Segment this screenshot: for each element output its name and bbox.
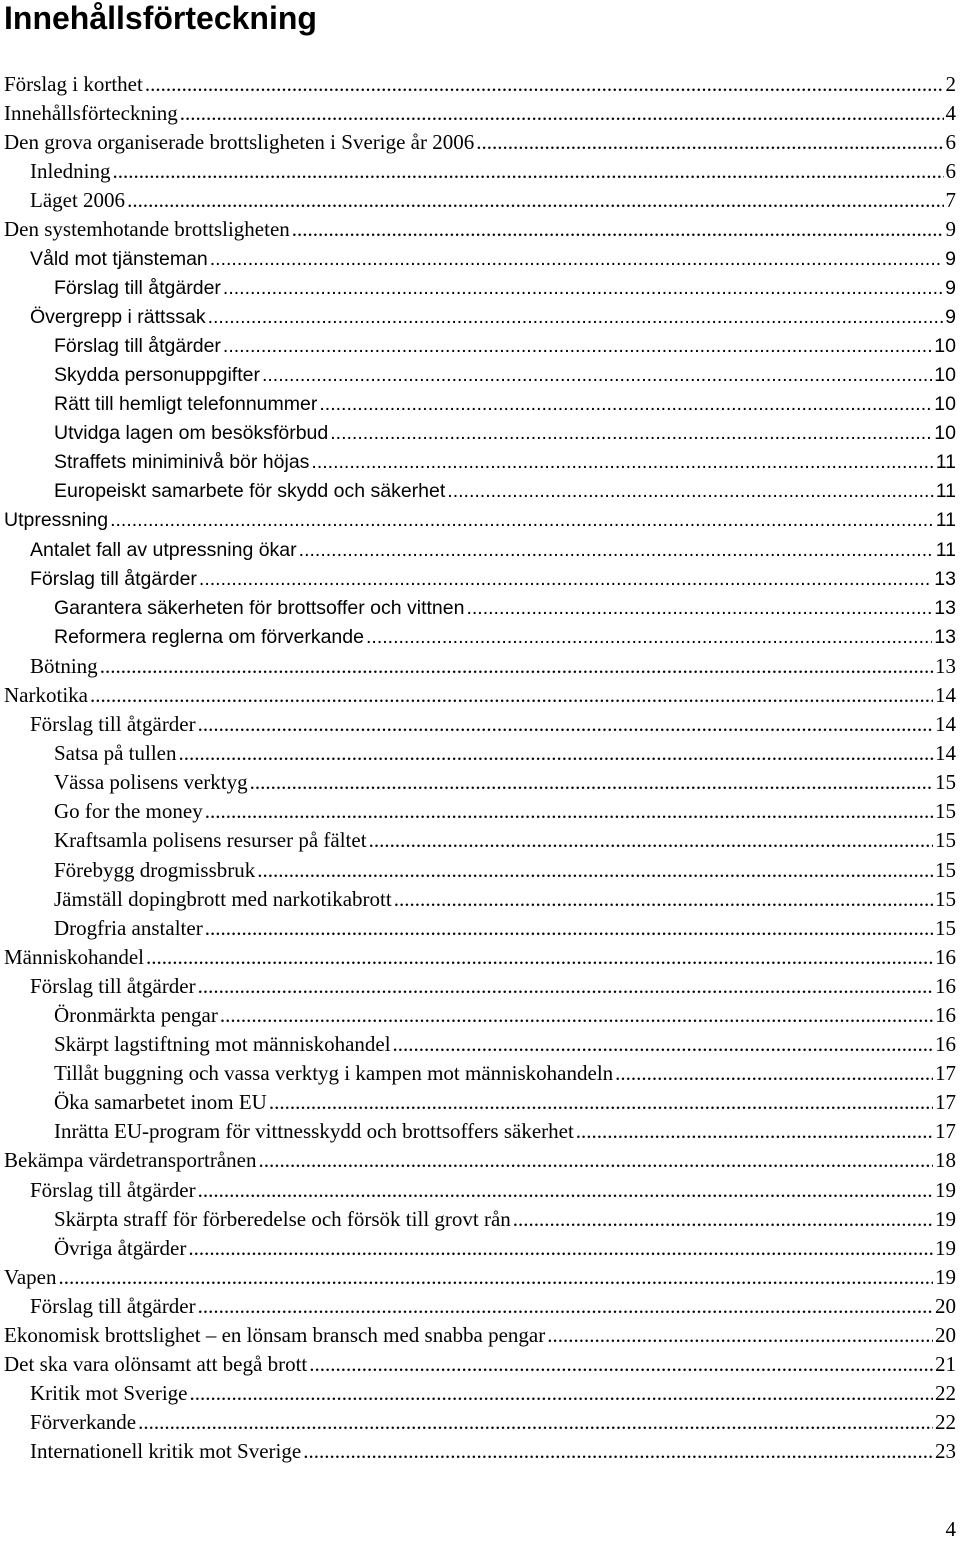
toc-entry-line <box>4 943 956 972</box>
toc-entry[interactable] <box>0 1408 960 1437</box>
toc-heading: Innehållsförteckning <box>4 0 317 36</box>
toc-entry[interactable] <box>0 972 960 1001</box>
toc-entry[interactable] <box>0 419 960 448</box>
toc-entry-title: Den systemhotande brottsligheten <box>4 217 290 242</box>
toc-entry[interactable] <box>0 1001 960 1030</box>
toc-entry-page: 9 <box>945 305 956 328</box>
toc-entry-page: 17 <box>935 1090 956 1115</box>
toc-entry-line <box>54 768 956 797</box>
toc-entry-title: Bötning <box>30 653 98 678</box>
toc-list <box>0 70 960 1467</box>
toc-entry[interactable] <box>0 652 960 681</box>
toc-entry-line <box>30 1379 956 1408</box>
toc-entry-title: Jämställ dopingbrott med narkotikabrott <box>54 886 392 911</box>
toc-entry[interactable] <box>0 914 960 943</box>
dot-leader <box>145 70 944 99</box>
toc-entry-line <box>4 681 956 710</box>
dot-leader <box>210 245 943 274</box>
toc-entry-title: Förslag till åtgärder <box>54 276 221 299</box>
toc-entry-page: 20 <box>935 1293 956 1318</box>
dot-leader <box>319 390 932 419</box>
dot-leader <box>547 1321 933 1350</box>
dot-leader <box>198 972 933 1001</box>
toc-entry[interactable] <box>0 594 960 623</box>
toc-entry-title: Skärpt lagstiftning mot människohandel <box>54 1032 391 1057</box>
toc-entry[interactable] <box>0 623 960 652</box>
dot-leader <box>199 565 932 594</box>
page-number: 4 <box>945 1517 956 1541</box>
toc-entry-line <box>30 1437 956 1466</box>
toc-entry-page: 10 <box>934 334 956 357</box>
toc-entry-line <box>54 797 956 826</box>
toc-entry-title: Skydda personuppgifter <box>54 363 260 386</box>
dot-leader <box>393 1030 933 1059</box>
dot-leader <box>466 594 932 623</box>
toc-entry-title: Utpressning <box>4 509 109 532</box>
toc-entry-page: 15 <box>935 770 956 795</box>
toc-entry-page: 13 <box>934 567 956 590</box>
toc-entry-title: Öka samarbetet inom EU <box>54 1090 267 1115</box>
dot-leader <box>127 186 943 215</box>
dot-leader <box>366 623 932 652</box>
toc-entry-line <box>4 506 956 535</box>
dot-leader <box>198 1176 933 1205</box>
toc-entry-title: Förslag till åtgärder <box>30 1177 196 1202</box>
toc-entry-page: 17 <box>935 1061 956 1086</box>
toc-entry-page: 15 <box>935 828 956 853</box>
toc-entry-page: 15 <box>935 857 956 882</box>
toc-entry-line <box>54 419 956 448</box>
toc-entry-page: 10 <box>934 422 956 445</box>
dot-leader <box>223 274 943 303</box>
toc-entry-line <box>54 448 956 477</box>
toc-entry-line <box>30 710 956 739</box>
toc-entry-page: 18 <box>935 1148 956 1173</box>
dot-leader <box>311 448 933 477</box>
toc-entry[interactable] <box>0 448 960 477</box>
dot-leader <box>208 303 944 332</box>
dot-leader <box>180 99 944 128</box>
toc-entry-line <box>4 1321 956 1350</box>
toc-entry-page: 11 <box>935 538 956 561</box>
toc-entry-page: 7 <box>945 188 956 213</box>
dot-leader <box>188 1234 933 1263</box>
toc-entry-page: 14 <box>935 741 956 766</box>
toc-entry-title: Reformera reglerna om förverkande <box>54 625 364 648</box>
toc-entry[interactable] <box>0 1379 960 1408</box>
toc-entry-line <box>54 1234 956 1263</box>
dot-leader <box>138 1408 933 1437</box>
toc-entry-page: 15 <box>935 886 956 911</box>
toc-entry-line <box>54 1088 956 1117</box>
toc-entry-line <box>4 1146 956 1175</box>
toc-entry-title: Det ska vara olönsamt att begå brott <box>4 1352 308 1377</box>
toc-entry-title: Internationell kritik mot Sverige <box>30 1439 302 1464</box>
toc-entry-title: Rätt till hemligt telefonnummer <box>54 393 318 416</box>
toc-entry-title: Kraftsamla polisens resurser på fältet <box>54 828 367 853</box>
toc-entry-page: 22 <box>935 1410 956 1435</box>
toc-entry[interactable] <box>0 797 960 826</box>
toc-entry-title: Ekonomisk brottslighet – en lönsam bransch med snabba pengar <box>4 1323 546 1348</box>
toc-entry-page: 10 <box>934 393 956 416</box>
dot-leader <box>100 652 933 681</box>
toc-entry-page: 13 <box>934 625 956 648</box>
dot-leader <box>299 536 934 565</box>
dot-leader <box>292 215 944 244</box>
toc-entry-line <box>54 477 956 506</box>
toc-entry-title: Go for the money <box>54 799 203 824</box>
dot-leader <box>205 914 933 943</box>
toc-entry[interactable] <box>0 856 960 885</box>
toc-entry-page: 22 <box>935 1381 956 1406</box>
dot-leader <box>90 681 933 710</box>
toc-entry-line <box>54 1205 956 1234</box>
toc-entry-title: Bekämpa värdetransportrånen <box>4 1148 257 1173</box>
toc-entry[interactable] <box>0 1146 960 1175</box>
toc-entry-line <box>54 1001 956 1030</box>
toc-entry-title: Satsa på tullen <box>54 741 177 766</box>
toc-entry[interactable] <box>0 1350 960 1379</box>
toc-entry-line <box>30 157 956 186</box>
toc-entry-page: 23 <box>935 1439 956 1464</box>
dot-leader <box>369 826 933 855</box>
dot-leader <box>330 419 932 448</box>
toc-entry-page: 16 <box>935 944 956 969</box>
dot-leader <box>178 739 933 768</box>
toc-entry-line <box>30 652 956 681</box>
toc-entry[interactable] <box>0 536 960 565</box>
toc-entry[interactable] <box>0 681 960 710</box>
dot-leader <box>476 128 943 157</box>
toc-entry[interactable] <box>0 739 960 768</box>
dot-leader <box>110 506 934 535</box>
toc-entry-title: Förslag i korthet <box>4 72 143 96</box>
toc-entry-page: 10 <box>934 363 956 386</box>
toc-entry-line <box>54 1059 956 1088</box>
toc-entry[interactable] <box>0 1030 960 1059</box>
toc-entry-line <box>54 274 956 303</box>
toc-entry[interactable] <box>0 477 960 506</box>
toc-entry[interactable] <box>0 274 960 303</box>
toc-entry-line <box>4 99 956 128</box>
toc-entry-page: 19 <box>935 1206 956 1231</box>
toc-entry-title: Vässa polisens verktyg <box>54 770 248 795</box>
toc-entry-line <box>54 914 956 943</box>
toc-entry-page: 17 <box>935 1119 956 1144</box>
toc-entry-line <box>54 739 956 768</box>
toc-entry[interactable] <box>0 1205 960 1234</box>
toc-entry[interactable] <box>0 186 960 215</box>
dot-leader <box>58 1263 933 1292</box>
toc-entry[interactable] <box>0 1234 960 1263</box>
toc-entry-line <box>54 885 956 914</box>
dot-leader <box>223 332 932 361</box>
toc-entry-title: Förslag till åtgärder <box>30 973 196 998</box>
toc-entry[interactable] <box>0 215 960 244</box>
toc-entry[interactable] <box>0 1059 960 1088</box>
dot-leader <box>513 1205 933 1234</box>
dot-leader <box>205 797 933 826</box>
toc-entry-page: 14 <box>935 712 956 737</box>
toc-entry-line <box>30 565 956 594</box>
toc-entry-page: 16 <box>935 1032 956 1057</box>
dot-leader <box>447 477 933 506</box>
toc-entry-title: Förslag till åtgärder <box>30 1293 196 1318</box>
toc-entry-title: Förebygg drogmissbruk <box>54 857 256 882</box>
toc-entry-page: 11 <box>935 509 956 532</box>
toc-entry-line <box>30 536 956 565</box>
toc-entry[interactable] <box>0 1263 960 1292</box>
toc-entry-page: 9 <box>945 217 956 242</box>
toc-entry-line <box>54 623 956 652</box>
toc-entry-title: Förverkande <box>30 1410 137 1435</box>
toc-entry[interactable] <box>0 303 960 332</box>
toc-entry[interactable] <box>0 245 960 274</box>
dot-leader <box>198 1292 933 1321</box>
toc-entry-line <box>4 70 956 99</box>
toc-entry-title: Förslag till åtgärder <box>54 334 221 357</box>
toc-entry-page: 16 <box>935 1003 956 1027</box>
toc-entry-line <box>30 1176 956 1205</box>
toc-entry-line <box>30 303 956 332</box>
toc-entry[interactable] <box>0 332 960 361</box>
dot-leader <box>189 1379 933 1408</box>
toc-entry[interactable] <box>0 390 960 419</box>
toc-entry[interactable] <box>0 1292 960 1321</box>
toc-entry-title: Tillåt buggning och vassa verktyg i kampen mot människohandeln <box>54 1061 614 1086</box>
toc-entry-line <box>30 186 956 215</box>
toc-entry-title: Läget 2006 <box>30 188 126 213</box>
dot-leader <box>112 157 943 186</box>
toc-entry-page: 11 <box>935 451 956 474</box>
toc-entry-page: 13 <box>935 653 956 678</box>
toc-entry-line <box>54 390 956 419</box>
toc-entry-title: Övriga åtgärder <box>54 1235 187 1260</box>
toc-entry-page: 6 <box>945 159 956 184</box>
toc-entry-title: Straffets miniminivå bör höjas <box>54 451 310 474</box>
toc-entry[interactable] <box>0 361 960 390</box>
dot-leader <box>220 1001 933 1030</box>
toc-entry-line <box>54 1117 956 1146</box>
toc-entry-line <box>4 1263 956 1292</box>
toc-entry[interactable] <box>0 1117 960 1146</box>
toc-entry[interactable] <box>0 565 960 594</box>
toc-entry-title: Utvidga lagen om besöksförbud <box>54 422 329 445</box>
dot-leader <box>269 1088 933 1117</box>
toc-entry-page: 19 <box>935 1264 956 1289</box>
dot-leader <box>262 361 932 390</box>
toc-entry-page: 19 <box>935 1177 956 1202</box>
toc-entry[interactable] <box>0 1088 960 1117</box>
toc-entry[interactable] <box>0 1176 960 1205</box>
toc-entry-line <box>54 1030 956 1059</box>
toc-entry-page: 9 <box>945 276 956 299</box>
toc-entry-title: Vapen <box>4 1264 57 1289</box>
dot-leader <box>198 710 933 739</box>
toc-entry[interactable] <box>0 768 960 797</box>
toc-entry[interactable] <box>0 943 960 972</box>
toc-entry-page: 2 <box>945 72 956 96</box>
toc-entry[interactable] <box>0 99 960 128</box>
toc-entry[interactable] <box>0 710 960 739</box>
toc-entry-page: 13 <box>934 596 956 619</box>
toc-entry-title: Inledning <box>30 159 111 184</box>
toc-entry-line <box>4 128 956 157</box>
toc-entry[interactable] <box>0 506 960 535</box>
toc-entry-page: 6 <box>945 130 956 155</box>
toc-entry-title: Den grova organiserade brottsligheten i Sverige år 2006 <box>4 130 475 155</box>
toc-entry-title: Människohandel <box>4 944 144 969</box>
dot-leader <box>258 1146 933 1175</box>
toc-entry-page: 11 <box>935 480 956 503</box>
toc-entry-page: 4 <box>945 101 956 126</box>
toc-entry-line <box>54 856 956 885</box>
toc-entry-title: Garantera säkerheten för brottsoffer och vittnen <box>54 596 465 619</box>
toc-entry-title: Öronmärkta pengar <box>54 1003 218 1027</box>
toc-entry-line <box>54 332 956 361</box>
toc-entry-line <box>4 215 956 244</box>
toc-entry-title: Drogfria anstalter <box>54 915 203 940</box>
toc-entry[interactable] <box>0 157 960 186</box>
toc-entry-title: Förslag till åtgärder <box>30 567 197 590</box>
toc-entry-line <box>4 1350 956 1379</box>
dot-leader <box>309 1350 933 1379</box>
toc-entry-page: 15 <box>935 915 956 940</box>
toc-entry[interactable] <box>0 70 960 99</box>
toc-entry-line <box>30 972 956 1001</box>
toc-entry-page: 19 <box>935 1235 956 1260</box>
toc-entry[interactable] <box>0 885 960 914</box>
toc-entry-line <box>30 245 956 274</box>
toc-entry-title: Antalet fall av utpressning ökar <box>30 538 297 561</box>
dot-leader <box>394 885 933 914</box>
toc-entry-line <box>54 361 956 390</box>
toc-entry-page: 21 <box>935 1352 956 1377</box>
toc-entry-page: 9 <box>945 247 956 270</box>
toc-entry-page: 20 <box>935 1323 956 1348</box>
toc-entry-line <box>30 1292 956 1321</box>
toc-entry-line <box>54 826 956 855</box>
toc-entry[interactable] <box>0 1437 960 1466</box>
toc-entry-title: Innehållsförteckning <box>4 101 178 126</box>
dot-leader <box>303 1437 933 1466</box>
toc-entry-title: Inrätta EU-program för vittnesskydd och brottsoffers säkerhet <box>54 1119 574 1144</box>
toc-entry-title: Skärpta straff för förberedelse och försök till grovt rån <box>54 1206 511 1231</box>
toc-entry-title: Europeiskt samarbete för skydd och säkerhet <box>54 480 446 503</box>
toc-entry-page: 16 <box>935 973 956 998</box>
toc-entry-title: Övergrepp i rättssak <box>30 305 206 328</box>
dot-leader <box>615 1059 933 1088</box>
toc-entry-line <box>54 594 956 623</box>
toc-entry-title: Kritik mot Sverige <box>30 1381 188 1406</box>
dot-leader <box>576 1117 933 1146</box>
toc-entry-title: Våld mot tjänsteman <box>30 247 208 270</box>
dot-leader <box>257 856 933 885</box>
toc-entry[interactable] <box>0 826 960 855</box>
dot-leader <box>146 943 933 972</box>
toc-entry-title: Förslag till åtgärder <box>30 712 196 737</box>
toc-entry-page: 14 <box>935 682 956 707</box>
toc-entry-line <box>30 1408 956 1437</box>
dot-leader <box>250 768 933 797</box>
toc-entry[interactable] <box>0 128 960 157</box>
toc-entry[interactable] <box>0 1321 960 1350</box>
toc-entry-title: Narkotika <box>4 682 88 707</box>
toc-entry-page: 15 <box>935 799 956 824</box>
